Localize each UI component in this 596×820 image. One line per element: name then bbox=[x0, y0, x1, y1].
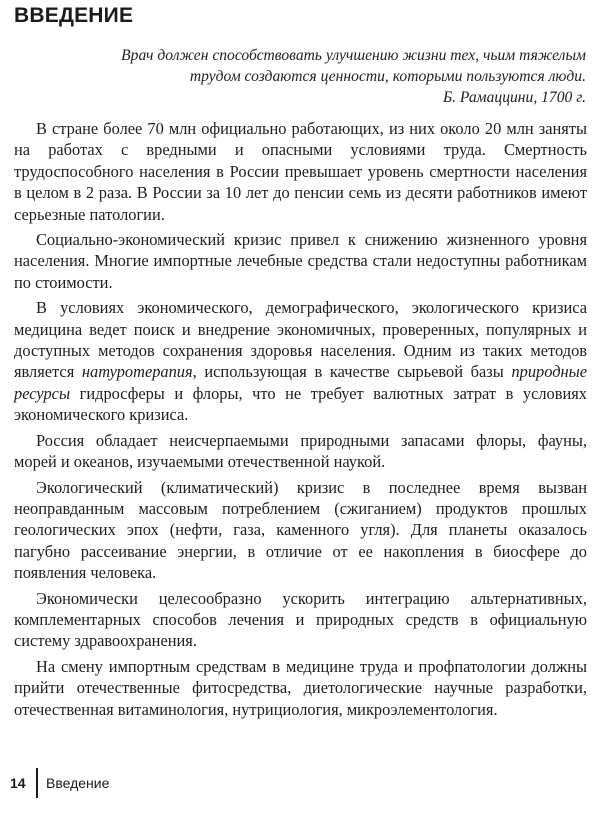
paragraph: Экономически целесообразно ускорить интеграцию альтернативных, комплементарных способов лечения и природных средств в официальную систему здравоохранения. bbox=[14, 588, 587, 651]
epigraph-line: Врач должен способствовать улучшению жизни тех, чьим тяжелым bbox=[121, 47, 586, 64]
paragraph: Экологический (климатический) кризис в последнее время вызван неоправданным массовым потреблением (сжиганием) продуктов прошлых геологических эпох (нефти, газа, каменного угля). Для планеты оказалось пагубно рассеивание энергии, в отличие от ее накопления в биосфере до появления человека. bbox=[14, 477, 587, 583]
paragraph bbox=[14, 297, 587, 425]
paragraph: На смену импортным средствам в медицине труда и профпатологии должны прийти отечественные фитосредства, диетологические научные разработки, отечественная витаминология, нутрициология, микроэлементология. bbox=[14, 656, 587, 719]
page-heading: ВВЕДЕНИЕ bbox=[14, 4, 134, 27]
page-footer bbox=[10, 770, 109, 796]
paragraph-text: гидросферы и флоры, что не требует валютных затрат в условиях экономического кризиса. bbox=[14, 383, 587, 425]
running-section-title: Введение bbox=[46, 775, 110, 791]
footer-divider bbox=[36, 768, 38, 798]
paragraph: В стране более 70 млн официально работающих, из них около 20 млн заняты на работах с вредными и опасными условиями труда. Смертность трудоспособного населения в России превышает уровень смертности населения в целом в 2 раза. В России за 10 лет до пенсии семь из десяти работников имеют серьезные патологии. bbox=[14, 119, 587, 224]
emphasis-term: природные ресурсы bbox=[14, 362, 587, 403]
paragraph-text: В условиях экономического, демографического, экологического кризиса медицина ведет поиск и внедрение экономичных, проверенных, популярных и доступных методов сохранения здоровья населения. Одним из таких методов является bbox=[14, 298, 587, 382]
body-text bbox=[14, 118, 587, 724]
epigraph bbox=[40, 45, 586, 108]
epigraph-attribution: Б. Рамаццини, 1700 г. bbox=[442, 89, 586, 106]
paragraph-text: , использующая в качестве сырьевой базы bbox=[192, 362, 512, 382]
emphasis-term: натуротерапия bbox=[81, 362, 193, 382]
epigraph-line: трудом создаются ценности, которыми пользуются люди. bbox=[189, 68, 586, 85]
page-number: 14 bbox=[10, 775, 26, 791]
paragraph: Социально-экономический кризис привел к снижению жизненного уровня населения. Многие импортные лечебные средства стали недоступны работникам по стоимости. bbox=[14, 230, 587, 292]
paragraph: Россия обладает неисчерпаемыми природными запасами флоры, фауны, морей и океанов, изучаемыми отечественной наукой. bbox=[14, 430, 587, 472]
